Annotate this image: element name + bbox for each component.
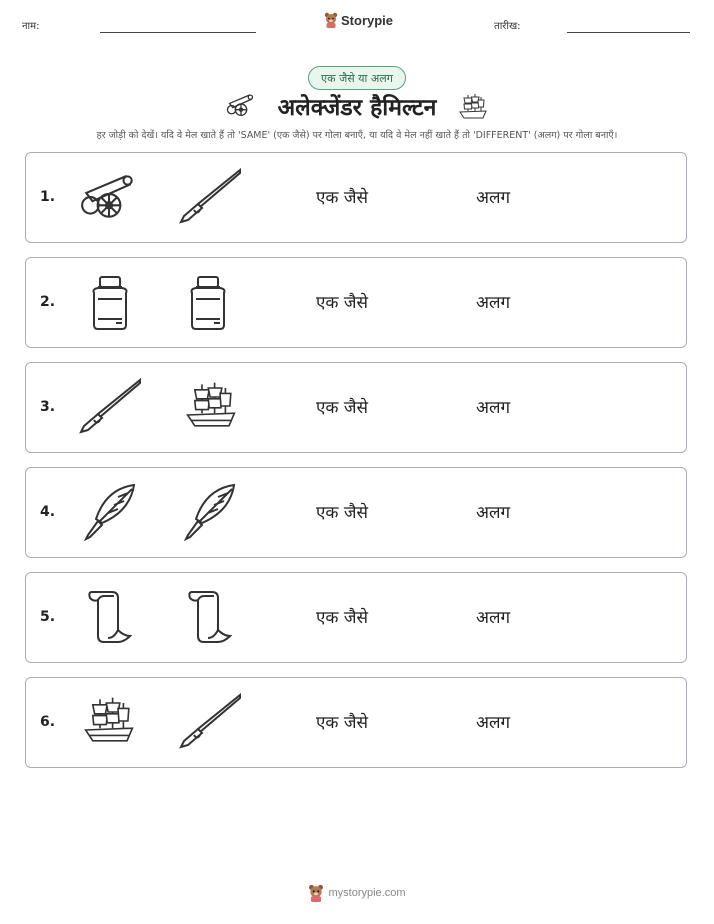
- name-line[interactable]: [100, 32, 256, 33]
- brand-logo: [324, 12, 393, 28]
- inkwell-icon: [186, 273, 230, 331]
- row-number: 2.: [40, 294, 56, 310]
- question-row: [25, 152, 687, 243]
- row-number: 1.: [40, 189, 56, 205]
- different-option[interactable]: अलग: [476, 188, 511, 208]
- question-row: [25, 677, 687, 768]
- brand-name: Storypie: [341, 12, 394, 28]
- date-label: तारीख:: [494, 21, 521, 32]
- page-title: अलेक्जेंडर हैमिल्टन: [277, 95, 437, 121]
- ship-icon: [82, 693, 136, 749]
- footer: [0, 884, 714, 902]
- musket-icon: [178, 693, 242, 749]
- instructions-text: हर जोड़ी को देखें। यदि वे मेल खाते हैं तो 'SAME' (एक जैसे) पर गोला बनाएँ, या यदि वे मेल नहीं खाते हैं तो 'DIFFERENT' (अलग) पर गोला बनाएँ।: [96, 130, 618, 141]
- same-option[interactable]: एक जैसे: [316, 608, 368, 628]
- same-option[interactable]: एक जैसे: [316, 188, 368, 208]
- inkwell-icon: [88, 273, 132, 331]
- quill-icon: [82, 483, 138, 541]
- bear-icon: [308, 884, 324, 902]
- same-option[interactable]: एक जैसे: [316, 503, 368, 523]
- row-number: 4.: [40, 504, 56, 520]
- question-row: [25, 257, 687, 348]
- quill-icon: [182, 483, 238, 541]
- same-option[interactable]: एक जैसे: [316, 293, 368, 313]
- question-row: [25, 572, 687, 663]
- name-label: नाम:: [22, 21, 40, 32]
- different-option[interactable]: अलग: [476, 398, 511, 418]
- cannon-icon: [78, 168, 140, 224]
- footer-site-link[interactable]: mystorypie.com: [328, 887, 406, 899]
- different-option[interactable]: अलग: [476, 503, 511, 523]
- question-row: [25, 362, 687, 453]
- worksheet-type-badge: एक जैसे या अलग: [308, 66, 406, 90]
- ship-icon: [458, 92, 488, 126]
- different-option[interactable]: अलग: [476, 713, 511, 733]
- row-number: 3.: [40, 399, 56, 415]
- different-option[interactable]: अलग: [476, 293, 511, 313]
- different-option[interactable]: अलग: [476, 608, 511, 628]
- scroll-icon: [84, 588, 136, 644]
- same-option[interactable]: एक जैसे: [316, 713, 368, 733]
- musket-icon: [78, 378, 142, 434]
- bear-icon: [324, 12, 338, 28]
- question-row: [25, 467, 687, 558]
- musket-icon: [178, 168, 242, 224]
- ship-icon: [184, 378, 238, 434]
- date-line[interactable]: [567, 32, 690, 33]
- same-option[interactable]: एक जैसे: [316, 398, 368, 418]
- row-number: 6.: [40, 714, 56, 730]
- row-number: 5.: [40, 609, 56, 625]
- scroll-icon: [184, 588, 236, 644]
